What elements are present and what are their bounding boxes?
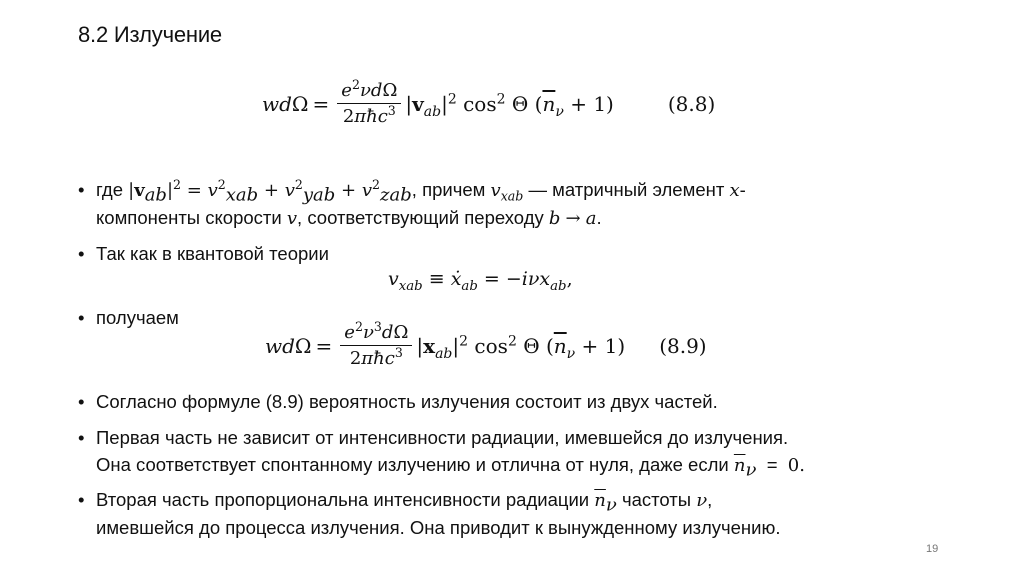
slide-title: 8.2 Излучение — [78, 22, 222, 47]
equation-number-8-9: (8.9) — [659, 333, 707, 358]
equation-8-9: wd Ω = $\frac{e^2\nu^3d\Omega}{2\pi ħc^3}$ $|x_{ab}|^2$ $\cos^2 \Theta$ $(\overline{n}_\nu + 1)$ (8.9) — [265, 319, 707, 369]
bullet-stimulated: • Вторая часть пропорциональна интенсивности радиации $\overline{n}_\nu$ частоты ν, имевшейся до процесса излучения. Она приводит к вынужденному излучению. — [78, 486, 781, 541]
equation-velocity: $v_{xab}$ ≡ ẋ$_{ab}$ = −iνx$_{ab}$, — [388, 268, 573, 294]
page-number: 19 — [926, 543, 939, 555]
bullet-text: компоненты скорости — [96, 207, 287, 228]
bullet-text: - — [739, 179, 746, 200]
bullet-text: Она соответствует спонтанному излучению и отлична от нуля, даже если — [96, 454, 734, 475]
bullet-text: частоты — [616, 489, 697, 510]
bullet-text: Вторая часть пропорциональна интенсивности радиации — [96, 489, 595, 510]
bullet-two-parts: • Согласно формуле (8.9) вероятность излучения состоит из двух частей. — [78, 388, 718, 415]
equation-number-8-8: (8.8) — [667, 91, 716, 116]
bullet-obtain: • получаем — [78, 304, 179, 331]
bullet-text: — матричный элемент — [523, 179, 730, 200]
bullet-text: , соответствующий переходу — [297, 207, 549, 228]
bullet-quantum-theory: • Так как в квантовой теории — [78, 240, 329, 267]
bullet-text: , причем — [411, 179, 491, 200]
bullet-definition: • где $|v_{ab}|^2 = v^2_{xab} + v^2_{yab} + v^2_{zab}$, причем $v_{xab}$ — матричный элемент x- компоненты скорости v, соответствующий переходу b → a. — [78, 176, 746, 232]
bullet-text: где — [96, 179, 129, 200]
equation-8-8: wd Ω = $\frac{e^2\nu d\Omega}{2\pi ħc^3}$ $|v_{ab}|^2$ $\cos^2 \Theta$ $(\overline{n}_\nu + 1)$ (8.8) — [262, 77, 716, 127]
bullet-spontaneous: • Первая часть не зависит от интенсивности радиации, имевшейся до излучения. Она соответствует спонтанному излучению и отлична от нуля, даже если $\overline{n}_\nu = 0$. — [78, 424, 805, 479]
